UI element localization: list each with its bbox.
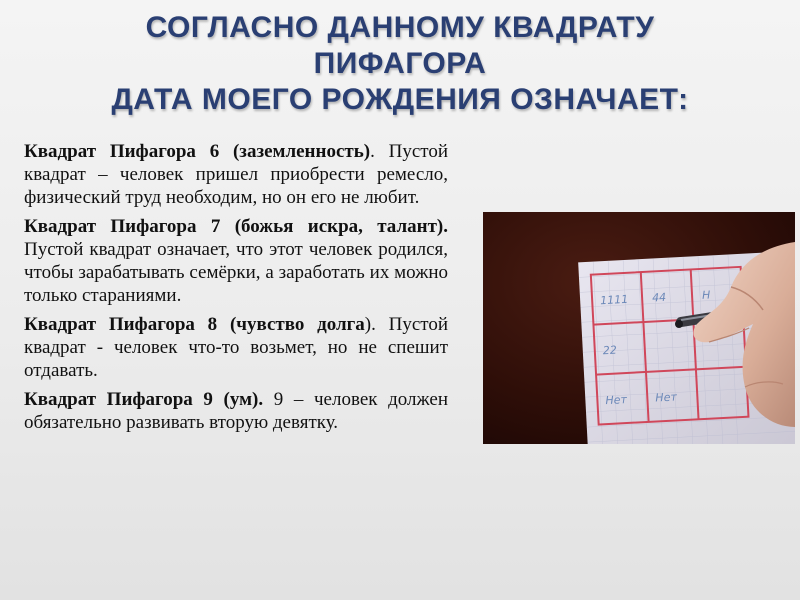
paragraph-heading: Квадрат Пифагора 7 (божья искра, талант).: [24, 216, 448, 237]
paragraph-heading: Квадрат Пифагора 9 (ум).: [24, 389, 264, 410]
grid-cell-7: Н: [701, 288, 711, 302]
paragraph-text: ). Пустой квадрат - человек что-то возьмет, но не спешит отдавать.: [24, 314, 449, 381]
paragraph-heading: Квадрат Пифагора 6 (заземленность): [24, 141, 371, 162]
paragraph-text: . Пустой квадрат – человек пришел приобрести ремесло, физический труд необходим, но он его не любит.: [24, 141, 448, 208]
paragraph-square-6: [24, 140, 448, 209]
title-line-3: ДАТА МОЕГО РОЖДЕНИЯ ОЗНАЧАЕТ:: [111, 83, 689, 116]
pythagoras-square-photo: [483, 212, 795, 444]
grid-cell-6: Нет: [655, 390, 678, 405]
title-line-2: ПИФАГОРА: [313, 47, 487, 80]
photo-illustration: [483, 212, 795, 444]
paragraph-heading: Квадрат Пифагора 8 (чувство долга: [24, 314, 365, 335]
paragraph-square-8: [24, 313, 448, 382]
slide-title: [40, 10, 760, 118]
grid-cell-3: Нет: [605, 393, 628, 408]
grid-cell-4: 44: [651, 290, 667, 305]
paragraph-square-7: [24, 215, 448, 307]
grid-cell-1: 1111: [599, 292, 629, 308]
title-line-1: СОГЛАСНО ДАННОМУ КВАДРАТУ: [145, 11, 655, 44]
grid-cell-2: 22: [602, 343, 618, 358]
paragraph-square-9: [24, 388, 448, 434]
paragraph-text: 9 – человек должен обязательно развивать вторую девятку.: [24, 389, 448, 433]
slide-body: [24, 140, 448, 440]
paragraph-text: Пустой квадрат означает, что этот человек родился, чтобы зарабатывать семёрки, а заработать их можно только стараниями.: [24, 239, 448, 306]
